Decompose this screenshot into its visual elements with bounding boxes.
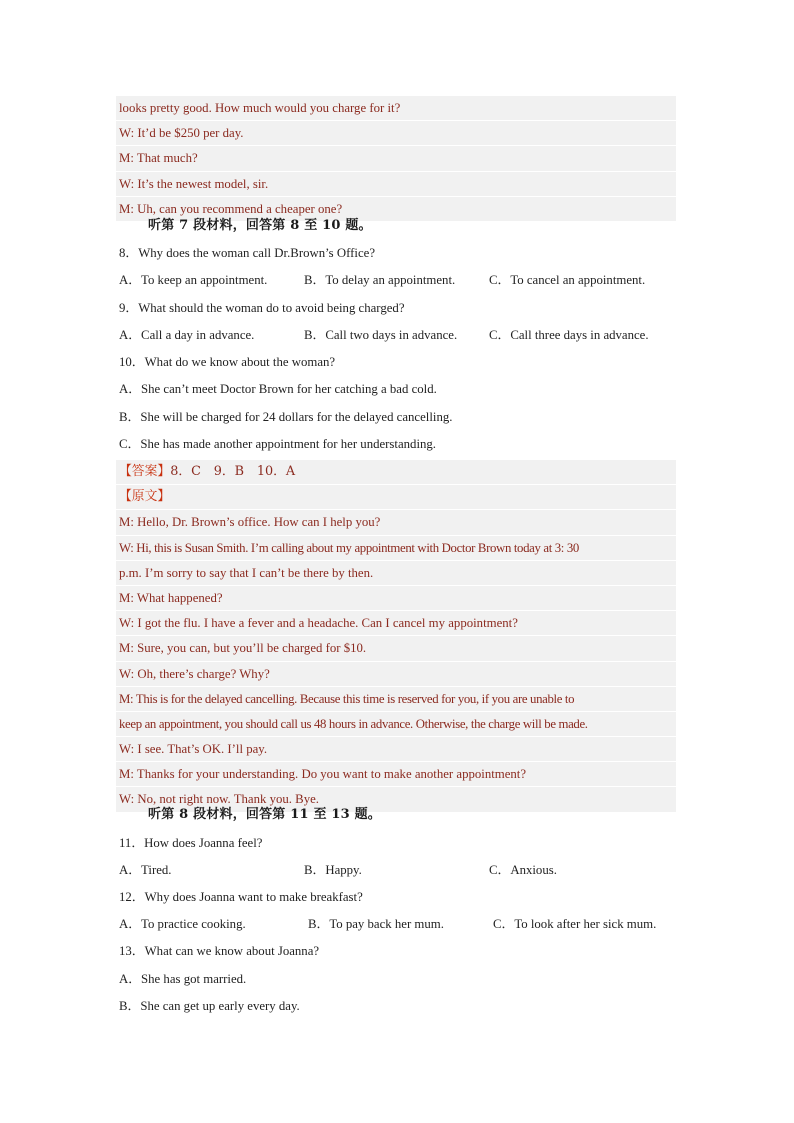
question-8-option-a: A．To keep an appointment.: [119, 273, 268, 287]
transcript-line: W: I see. That’s OK. I’ll pay.: [116, 737, 676, 762]
answer-label: 【答案】: [119, 464, 171, 479]
question-12-option-a: A．To practice cooking.: [119, 917, 246, 931]
question-11-option-c: C．Anxious.: [489, 863, 557, 877]
dialogue-line: W: It’d be $250 per day.: [116, 121, 676, 146]
top-dialogue-block: [116, 96, 676, 222]
transcript-line: M: This is for the delayed cancelling. Because this time is reserved for you, if you are unable to: [116, 687, 676, 712]
answer-text: 8．C 9．B 10．A: [170, 464, 296, 479]
transcript-line: W: I got the flu. I have a fever and a headache. Can I cancel my appointment?: [116, 611, 676, 636]
question-12-option-b: B．To pay back her mum.: [308, 917, 444, 931]
question-8-option-c: C．To cancel an appointment.: [489, 273, 646, 287]
question-9-option-c: C．Call three days in advance.: [489, 328, 649, 342]
question-9-stem: 9．What should the woman do to avoid being charged?: [119, 301, 405, 315]
question-11-option-a: A．Tired.: [119, 863, 172, 877]
dialogue-line: looks pretty good. How much would you charge for it?: [116, 96, 676, 121]
question-13-option-b: B．She can get up early every day.: [119, 999, 300, 1013]
original-label-row: [116, 485, 676, 510]
question-9-option-a: A．Call a day in advance.: [119, 328, 255, 342]
question-13-stem: 13．What can we know about Joanna?: [119, 944, 320, 958]
transcript-line: W: Hi, this is Susan Smith. I’m calling about my appointment with Doctor Brown today at 3: 30: [116, 536, 676, 561]
transcript-line: W: Oh, there’s charge? Why?: [116, 662, 676, 687]
question-13-option-a: A．She has got married.: [119, 972, 247, 986]
original-label: 【原文】: [119, 489, 171, 505]
question-12-option-c: C．To look after her sick mum.: [493, 917, 657, 931]
answer-row: [116, 460, 676, 485]
question-10-option-b: B．She will be charged for 24 dollars for the delayed cancelling.: [119, 410, 453, 424]
transcript-line: M: What happened?: [116, 586, 676, 611]
dialogue-line: W: It’s the newest model, sir.: [116, 172, 676, 197]
dialogue-line: M: Uh, can you recommend a cheaper one?: [116, 197, 676, 222]
question-11-option-b: B．Happy.: [304, 863, 362, 877]
question-9-option-b: B．Call two days in advance.: [304, 328, 458, 342]
answer-block: [116, 460, 676, 813]
question-10-option-a: A．She can’t meet Doctor Brown for her catching a bad cold.: [119, 382, 437, 396]
transcript-line: M: Thanks for your understanding. Do you want to make another appointment?: [116, 762, 676, 787]
transcript-line: M: Sure, you can, but you’ll be charged for $10.: [116, 636, 676, 661]
dialogue-line: M: That much?: [116, 146, 676, 171]
question-10-stem: 10．What do we know about the woman?: [119, 355, 336, 369]
transcript-line: M: Hello, Dr. Brown’s office. How can I help you?: [116, 510, 676, 535]
transcript-line: keep an appointment, you should call us 48 hours in advance. Otherwise, the charge will be made.: [116, 712, 676, 737]
question-12-stem: 12．Why does Joanna want to make breakfast?: [119, 890, 363, 904]
question-11-stem: 11．How does Joanna feel?: [119, 836, 263, 850]
section-8-heading: 听第 8 段材料，回答第 11 至 13 题。: [148, 807, 381, 822]
transcript-line: W: No, not right now. Thank you. Bye.: [116, 787, 676, 812]
question-8-option-b: B．To delay an appointment.: [304, 273, 456, 287]
question-10-option-c: C．She has made another appointment for her understanding.: [119, 437, 436, 451]
question-8-stem: 8．Why does the woman call Dr.Brown’s Office?: [119, 246, 375, 260]
section-7-heading: 听第 7 段材料，回答第 8 至 10 题。: [148, 218, 372, 233]
transcript-line: p.m. I’m sorry to say that I can’t be there by then.: [116, 561, 676, 586]
